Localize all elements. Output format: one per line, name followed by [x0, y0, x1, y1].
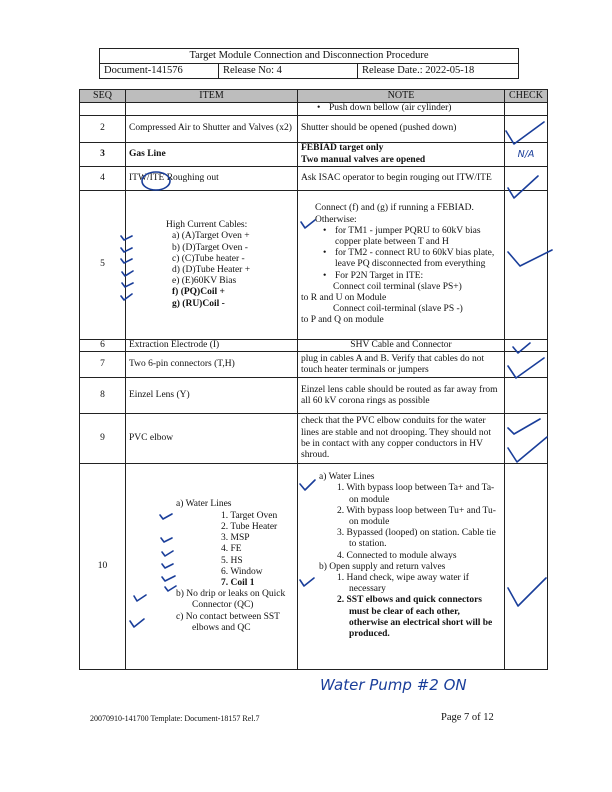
row10-seq: 10 [80, 464, 126, 670]
row5-note-line3: Connect coil-terminal (slave PS -) [333, 304, 463, 315]
row10-note-a-1: 1. With bypass loop between Ta+ and Ta- on module [337, 483, 495, 505]
release-date: Release Date.: 2022-05-18 [358, 64, 519, 79]
check-mark-row10 [508, 578, 546, 606]
row5-cable-g: g) (RU)Coil - [172, 298, 225, 309]
row10-note-b: b) Open supply and return valves [319, 561, 446, 572]
row5-note-line2: to R and U on Module [301, 293, 387, 303]
row5-cable-f: f) (PQ)Coil + [172, 287, 225, 298]
row10-note-a-4: 4. Connected to module always [337, 550, 457, 561]
water-line-5: 5. HS [221, 555, 243, 566]
circle-itw [142, 172, 170, 190]
row9-seq: 9 [80, 414, 126, 464]
row10-note-a: a) Water Lines [319, 472, 375, 483]
check-mark-row2 [506, 122, 544, 144]
tick-note-b [300, 578, 314, 586]
tick-cable-c [121, 259, 132, 263]
row10-note-b-2: 2. SST elbows and quick connectors must be clear of each other, otherwise an electrical short will be produced. [337, 595, 493, 640]
row2-item: Compressed Air to Shutter and Valves (x2) [126, 116, 298, 143]
document-number: Document-141576 [100, 64, 219, 79]
tick-cable-b [121, 248, 132, 252]
water-line-7: 7. Coil 1 [221, 577, 255, 588]
row2-seq: 2 [80, 116, 126, 143]
row5-cable-c: c) (C)Tube heater - [172, 253, 245, 264]
tick-cable-e [122, 283, 133, 287]
footer-template: 20070910-141700 Template: Document-18157 Rel.7 [90, 714, 260, 723]
row5-note-intro: Connect (f) and (g) if running a FEBIAD. Otherwise: [315, 203, 474, 225]
row10-note-a-3: 3. Bypassed (looped) on station. Cable tie to station. [337, 528, 496, 550]
row0-note: • Push down bellow (air cylinder) [315, 103, 501, 114]
water-line-3: 3. MSP [221, 533, 250, 544]
water-line-1: 1. Target Oven [221, 510, 278, 521]
row9-note: check that the PVC elbow conduits for the water lines are stable and not drooping. They should not be in contact with any copper conductors in HV shroud. [298, 414, 505, 464]
tick-cable-a [121, 236, 132, 240]
check-mark-row9 [508, 437, 547, 462]
tick-water-7 [165, 586, 176, 591]
row3-note-1: FEBIAD target only [301, 143, 384, 154]
row5-note-line4: to P and Q on module [301, 315, 384, 326]
footer-page-number: Page 7 of 12 [441, 712, 494, 723]
row5-cable-d: d) (D)Tube Heater + [172, 265, 251, 275]
tick-note-a [300, 480, 315, 490]
tick-item-b [134, 595, 146, 601]
col-note-header: NOTE [298, 90, 505, 103]
release-number: Release No: 4 [219, 64, 358, 79]
row10-item-a: a) Water Lines [176, 499, 232, 510]
row8-seq: 8 [80, 378, 126, 414]
check-mark-row6 [513, 343, 530, 353]
water-line-2: 2. Tube Heater [221, 521, 278, 532]
row5-cable-a: a) (A)Target Oven + [172, 231, 250, 242]
row7-item: Two 6-pin connectors (T,H) [126, 352, 298, 378]
row5-note-tm2: • for TM2 - connect RU to 60kV bias plate, leave PQ disconnected from everything [321, 248, 501, 270]
col-item-header: ITEM [126, 90, 298, 103]
tick-cable-d [122, 271, 133, 276]
tick-water-1 [160, 514, 172, 519]
row5-cable-e: e) (E)60KV Bias [172, 276, 237, 287]
row3-item: Gas Line [126, 143, 298, 167]
row5-note-line1: Connect coil terminal (slave PS+) [333, 281, 462, 292]
row6-item: Extraction Electrode (I) [126, 340, 298, 352]
col-check-header: CHECK [505, 90, 548, 103]
row5-note-tm1: • for TM1 - jumper PQRU to 60kV bias copper plate between T and H [321, 226, 501, 248]
row5-cable-b: b) (D)Target Oven - [172, 242, 248, 253]
tick-water-5 [162, 564, 173, 568]
row4-note: Ask ISAC operator to begin rouging out ITW/ITE [298, 167, 505, 191]
document-title: Target Module Connection and Disconnection Procedure [100, 49, 519, 64]
tick-water-6 [162, 576, 175, 581]
row5-seq: 5 [80, 191, 126, 340]
row6-note: SHV Cable and Connector [298, 340, 505, 352]
row3-check-cell[interactable]: N/A [505, 143, 548, 167]
tick-item-c [130, 619, 144, 627]
row7-note: plug in cables A and B. Verify that cables do not touch heater terminals or jumpers [298, 352, 505, 378]
row4-seq: 4 [80, 167, 126, 191]
row9-item: PVC elbow [126, 414, 298, 464]
water-line-4: 4. FE [221, 544, 242, 555]
row5-item-title: High Current Cables: [166, 220, 248, 231]
row6-seq: 6 [80, 340, 126, 352]
row2-note: Shutter should be opened (pushed down) [298, 116, 505, 143]
tick-cable-f [121, 294, 132, 300]
check-mark-row4 [508, 176, 538, 198]
row8-item: Einzel Lens (Y) [126, 378, 298, 414]
row10-item-b: b) No drip or leaks on Quick Connector (QC) [176, 589, 286, 611]
row3-note-2: Two manual valves are opened [301, 154, 426, 165]
handwritten-water-pump-note: Water Pump #2 ON [320, 676, 467, 694]
row10-note-a-2: 2. With bypass loop between Tu+ and Tu- on module [337, 505, 496, 528]
check-mark-row5 [508, 250, 552, 266]
row10-item-c: c) No contact between SST elbows and QC [176, 611, 280, 633]
tick-water-3 [161, 538, 172, 542]
water-line-6: 6. Window [221, 566, 263, 577]
col-seq-header: SEQ [80, 90, 126, 103]
row3-seq: 3 [80, 143, 126, 167]
check-mark-row8 [508, 419, 540, 434]
row8-note: Einzel lens cable should be routed as far away from all 60 kV corona rings as possible [298, 378, 505, 414]
check-mark-row7 [508, 358, 544, 378]
row4-item: ITW/ITE Roughing out [126, 167, 298, 191]
tick-note-tm1 [301, 220, 315, 228]
row10-note-b-1: 1. Hand check, wipe away water if necessary [337, 573, 469, 595]
row7-seq: 7 [80, 352, 126, 378]
tick-water-4 [162, 551, 173, 556]
row5-note-p2n: • For P2N Target in ITE: [321, 271, 501, 282]
